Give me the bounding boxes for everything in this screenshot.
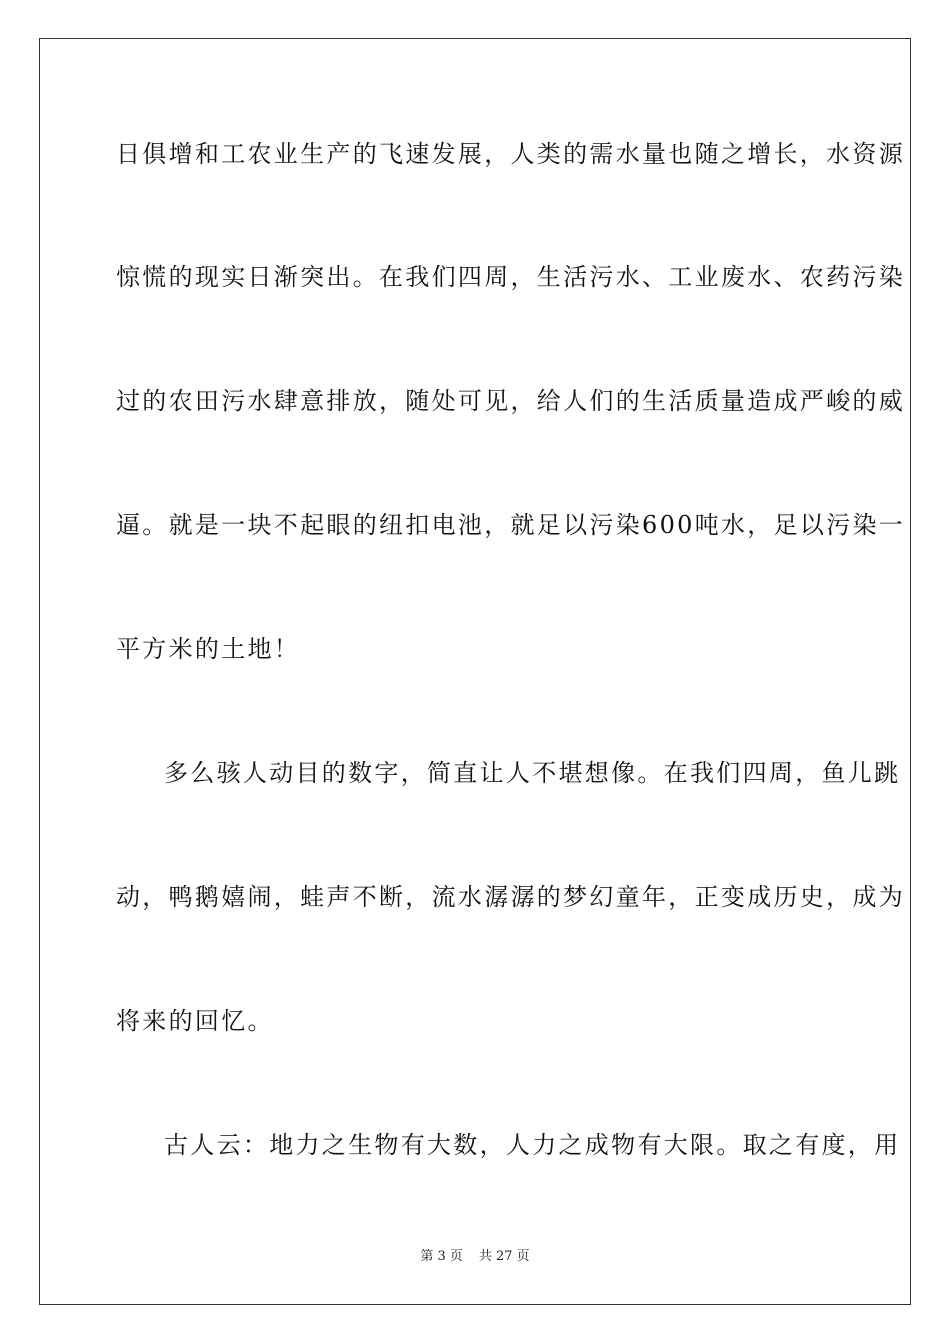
body-text-line: 动，鸭鹅嬉闹，蛙声不断，流水潺潺的梦幻童年，正变成历史，成为 (116, 883, 905, 911)
body-text-line: 日俱增和工农业生产的飞速发展，人类的需水量也随之增长，水资源 (116, 140, 905, 168)
body-text-line: 过的农田污水肆意排放，随处可见，给人们的生活质量造成严峻的威 (116, 387, 905, 415)
body-text-line: 平方米的土地！ (116, 635, 301, 663)
body-text-line: 惊慌的现实日渐突出。在我们四周，生活污水、工业废水、农药污染 (116, 263, 905, 291)
paragraph-first-line: 古人云：地力之生物有大数，人力之成物有大限。取之有度，用 (164, 1131, 901, 1159)
page-number: 第 3 页 (420, 1249, 463, 1264)
paragraph-first-line: 多么骇人动目的数字，简直让人不堪想像。在我们四周，鱼儿跳 (164, 759, 901, 787)
page-footer (0, 1248, 950, 1266)
body-text-line: 逼。就是一块不起眼的纽扣电池，就足以污染600吨水，足以污染一 (116, 511, 906, 539)
total-pages: 共 27 页 (478, 1249, 530, 1264)
body-text-line: 将来的回忆。 (116, 1007, 274, 1035)
page-border (39, 38, 911, 1305)
